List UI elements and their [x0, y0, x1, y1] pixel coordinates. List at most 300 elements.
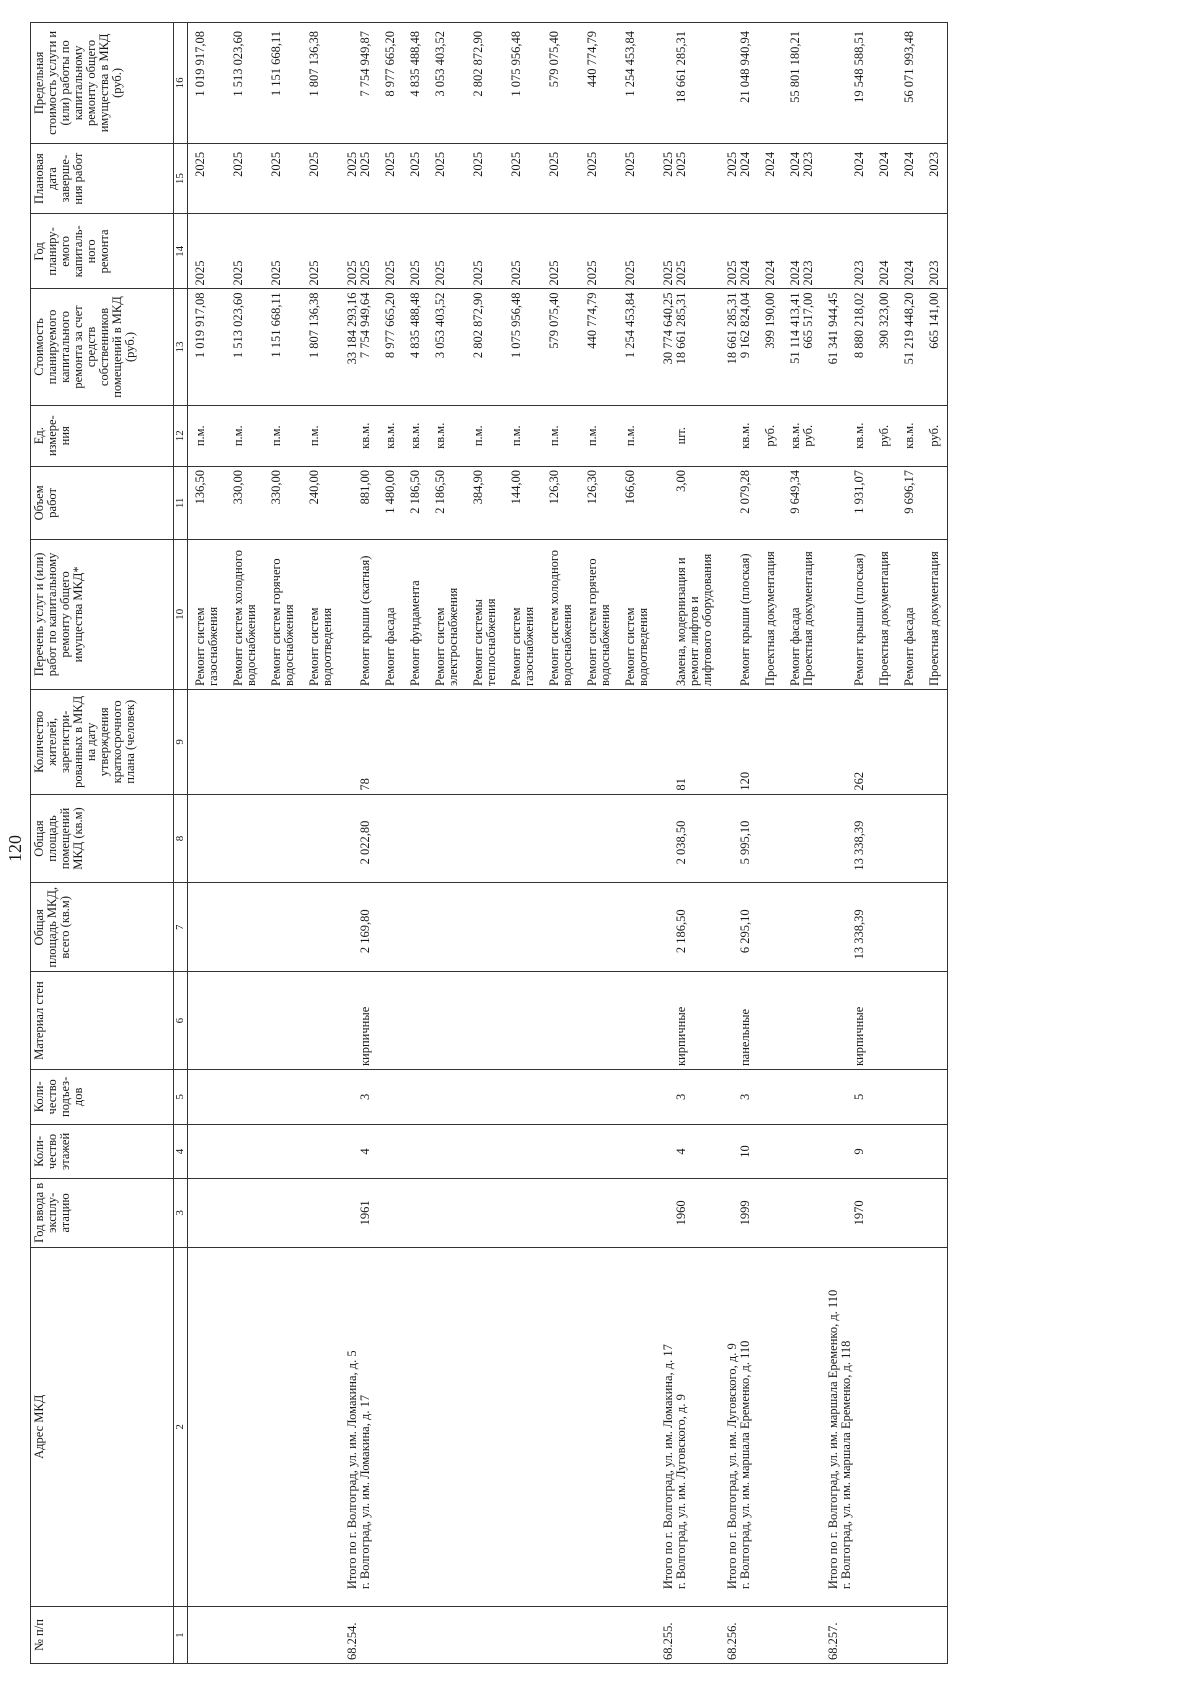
table-row [758, 23, 783, 1664]
unit-cell-text: кв.м. [738, 422, 752, 449]
cost-cell [264, 289, 302, 405]
address-cell [466, 1247, 504, 1607]
table-row [466, 23, 504, 1664]
work-type-cell-text: Ремонт крыши (скатная) [358, 555, 372, 686]
residents-cell-text: 81 [674, 778, 688, 791]
repair-year-cell [758, 214, 783, 289]
volume-cell [504, 466, 542, 539]
work-type-cell-text: Проектная документация [877, 551, 891, 686]
total-area-cell [542, 883, 580, 972]
living-area-cell-text: 13 338,39 [852, 820, 866, 871]
living-area-cell [720, 794, 758, 883]
cost-cell-text: 8 977 665,20 [383, 292, 397, 359]
year-built-cell [656, 1179, 720, 1247]
address-cell [504, 1247, 542, 1607]
repair-year-cell-text: 2025 [433, 260, 447, 286]
table-row [403, 23, 428, 1664]
floors-cell [922, 1124, 948, 1179]
table-row [872, 23, 897, 1664]
completion-year-cell [264, 143, 302, 214]
volume-cell [188, 466, 227, 539]
address-cell-text: Итого по г. Волгоград, ул. им. Ломакина, д. 5 г. Волгоград, ул. им. Ломакина, д. 17 [345, 1350, 372, 1590]
floors-cell [302, 1124, 340, 1179]
cost-cell-text: 399 190,00 [763, 292, 777, 349]
address-cell [897, 1247, 922, 1607]
cost-cell-text: 4 835 488,48 [408, 292, 422, 359]
volume-cell [378, 466, 403, 539]
table-row [542, 23, 580, 1664]
cost-limit-cell-text: 1 807 136,38 [307, 31, 321, 97]
volume-cell [580, 466, 618, 539]
entrances-cell [188, 1070, 227, 1125]
unit-cell-text: п.м. [307, 425, 321, 447]
unit-cell-text: п.м. [585, 425, 599, 447]
unit-cell-text: п.м. [231, 425, 245, 447]
entrances-cell [821, 1070, 872, 1125]
residents-cell [758, 689, 783, 794]
row-number [264, 1607, 302, 1664]
header-unit: Ед. измере-ния [31, 405, 174, 466]
repair-year-cell-text: 2024 2023 [788, 260, 815, 286]
cost-limit-cell-text: 440 774,79 [585, 31, 599, 88]
work-type-cell-text: Ремонт систем газоснабжения [193, 606, 220, 686]
year-built-cell [897, 1179, 922, 1247]
volume-cell [542, 466, 580, 539]
completion-year-cell-text: 2023 [927, 151, 941, 177]
table-row [821, 23, 872, 1664]
address-cell [821, 1247, 872, 1607]
wall-material-cell [403, 972, 428, 1070]
header-total-area: Общая площадь МКД, всего (кв.м) [31, 883, 174, 972]
volume-cell-text: 1 480,00 [383, 469, 397, 514]
completion-year-cell-text: 2025 [307, 151, 321, 177]
work-type-cell [656, 539, 720, 689]
table-row [340, 23, 378, 1664]
repair-year-cell-text: 2025 [231, 260, 245, 286]
year-built-cell [504, 1179, 542, 1247]
completion-year-cell-text: 2025 [193, 151, 207, 177]
year-built-cell [378, 1179, 403, 1247]
column-number: 14 [174, 214, 188, 289]
living-area-cell [758, 794, 783, 883]
cost-cell [403, 289, 428, 405]
living-area-cell [340, 794, 378, 883]
work-type-cell [403, 539, 428, 689]
table-row [302, 23, 340, 1664]
floors-cell [378, 1124, 403, 1179]
total-area-cell [226, 883, 264, 972]
cost-cell-text: 579 075,40 [547, 292, 561, 349]
residents-cell [821, 689, 872, 794]
unit-cell [403, 405, 428, 466]
wall-material-cell [821, 972, 872, 1070]
completion-year-cell-text: 2025 [471, 151, 485, 177]
cost-limit-cell-text: 55 801 180,21 [788, 31, 802, 103]
total-area-cell-text: 6 295,10 [738, 909, 752, 954]
residents-cell-text: 120 [738, 771, 752, 791]
cost-cell-text: 3 053 403,52 [433, 292, 447, 359]
wall-material-cell [226, 972, 264, 1070]
repair-year-cell-text: 2025 [307, 260, 321, 286]
unit-cell-text: кв.м. [852, 422, 866, 449]
total-area-cell [188, 883, 227, 972]
address-cell [656, 1247, 720, 1607]
address-cell-text: Итого по г. Волгоград, ул. им. маршала Еременко, д. 110 г. Волгоград, ул. им. маршала Еременко, д. 118 [826, 1289, 853, 1590]
repair-year-cell-text: 2024 [877, 260, 891, 286]
entrances-cell [783, 1070, 821, 1125]
floors-cell-text: 4 [674, 1148, 688, 1155]
table-row [226, 23, 264, 1664]
repair-year-cell [580, 214, 618, 289]
work-type-cell [821, 539, 872, 689]
work-type-cell-text: Ремонт системы теплоснабжения [471, 598, 498, 686]
entrances-cell [504, 1070, 542, 1125]
table-row [504, 23, 542, 1664]
total-area-cell-text: 2 186,50 [674, 909, 688, 954]
volume-cell [466, 466, 504, 539]
address-cell [922, 1247, 948, 1607]
entrances-cell [580, 1070, 618, 1125]
table-body [188, 23, 948, 1664]
completion-year-cell [188, 143, 227, 214]
floors-cell [720, 1124, 758, 1179]
completion-year-cell [542, 143, 580, 214]
completion-year-cell-text: 2025 [509, 151, 523, 177]
cost-limit-cell-text: 4 835 488,48 [408, 31, 422, 97]
cost-cell [378, 289, 403, 405]
work-type-cell [897, 539, 922, 689]
unit-cell-text: кв.м. руб. [788, 422, 815, 449]
work-type-cell [378, 539, 403, 689]
volume-cell-text: 3,00 [674, 469, 688, 492]
unit-cell [378, 405, 403, 466]
cost-cell [226, 289, 264, 405]
completion-year-cell-text: 2025 [547, 151, 561, 177]
work-type-cell-text: Ремонт фасада Проектная документация [788, 551, 815, 686]
column-number: 11 [174, 466, 188, 539]
work-type-cell-text: Ремонт крыши (плоская) [738, 553, 752, 686]
row-number-text: 68.256. [725, 1622, 739, 1660]
volume-cell [922, 466, 948, 539]
cost-limit-cell-text: 3 053 403,52 [433, 31, 447, 97]
address-cell [188, 1247, 227, 1607]
repair-year-cell [783, 214, 821, 289]
unit-cell [428, 405, 466, 466]
header-year-built: Год ввода в эксплу-атацию [31, 1179, 174, 1247]
year-built-cell-text: 1961 [358, 1200, 372, 1226]
repair-year-cell-text: 2025 [383, 260, 397, 286]
floors-cell [403, 1124, 428, 1179]
cost-limit-cell [783, 23, 821, 144]
header-floors: Коли-чество этажей [31, 1124, 174, 1179]
row-number [783, 1607, 821, 1664]
cost-cell-text: 2 802 872,90 [471, 292, 485, 359]
repair-year-cell [188, 214, 227, 289]
address-cell [618, 1247, 656, 1607]
unit-cell-text: шт. [674, 427, 688, 445]
repair-year-cell [264, 214, 302, 289]
volume-cell [720, 466, 758, 539]
entrances-cell [226, 1070, 264, 1125]
work-type-cell-text: Ремонт фасада [383, 607, 397, 686]
floors-cell [188, 1124, 227, 1179]
cost-cell [504, 289, 542, 405]
cost-limit-cell [188, 23, 227, 144]
unit-cell-text: кв.м. [383, 422, 397, 449]
cost-cell [618, 289, 656, 405]
completion-year-cell-text: 2025 [433, 151, 447, 177]
cost-limit-cell-text: 18 661 285,31 [674, 31, 688, 103]
floors-cell [656, 1124, 720, 1179]
cost-limit-cell [618, 23, 656, 144]
completion-year-cell [428, 143, 466, 214]
residents-cell [783, 689, 821, 794]
header-entrances: Коли-чество подъез-дов [31, 1070, 174, 1125]
volume-cell-text: 330,00 [269, 469, 283, 505]
entrances-cell [428, 1070, 466, 1125]
row-number-text: 68.257. [826, 1622, 840, 1660]
repair-year-cell [656, 214, 720, 289]
work-type-cell [428, 539, 466, 689]
table-row [188, 23, 227, 1664]
floors-cell-text: 9 [852, 1148, 866, 1155]
cost-limit-cell [340, 23, 378, 144]
residents-cell [542, 689, 580, 794]
completion-year-cell [872, 143, 897, 214]
table-row [618, 23, 656, 1664]
repair-year-cell [302, 214, 340, 289]
completion-year-cell [783, 143, 821, 214]
cost-cell-text: 440 774,79 [585, 292, 599, 349]
total-area-cell [264, 883, 302, 972]
cost-limit-cell [302, 23, 340, 144]
volume-cell-text: 384,90 [471, 469, 485, 505]
unit-cell [542, 405, 580, 466]
floors-cell-text: 4 [358, 1148, 372, 1155]
completion-year-cell-text: 2024 [763, 151, 777, 177]
residents-cell [428, 689, 466, 794]
completion-year-cell-text: 2025 2025 [345, 151, 372, 177]
table-row [922, 23, 948, 1664]
floors-cell [872, 1124, 897, 1179]
row-number [656, 1607, 720, 1664]
entrances-cell [618, 1070, 656, 1125]
work-type-cell-text: Проектная документация [763, 551, 777, 686]
floors-cell [466, 1124, 504, 1179]
residents-cell [618, 689, 656, 794]
residents-cell [656, 689, 720, 794]
cost-limit-cell [922, 23, 948, 144]
living-area-cell [264, 794, 302, 883]
residents-cell [226, 689, 264, 794]
row-number [758, 1607, 783, 1664]
residents-cell [466, 689, 504, 794]
floors-cell [264, 1124, 302, 1179]
year-built-cell [580, 1179, 618, 1247]
volume-cell [264, 466, 302, 539]
cost-limit-cell [821, 23, 872, 144]
floors-cell [897, 1124, 922, 1179]
address-cell-text: Итого по г. Волгоград, ул. им. Луговского, д. 9 г. Волгоград, ул. им. маршала Еременко, д. 110 [725, 1340, 752, 1590]
volume-cell [872, 466, 897, 539]
living-area-cell [618, 794, 656, 883]
cost-cell-text: 1 151 668,11 [269, 292, 283, 358]
row-number [580, 1607, 618, 1664]
unit-cell [656, 405, 720, 466]
year-built-cell [922, 1179, 948, 1247]
unit-cell-text: п.м. [471, 425, 485, 447]
table-row [897, 23, 922, 1664]
unit-cell-text: руб. [927, 424, 941, 447]
header-wall-material: Материал стен [31, 972, 174, 1070]
work-type-cell-text: Ремонт крыши (плоская) [852, 553, 866, 686]
floors-cell [618, 1124, 656, 1179]
work-type-cell-text: Ремонт систем газоснабжения [509, 606, 536, 686]
repair-year-cell-text: 2025 [509, 260, 523, 286]
residents-cell [378, 689, 403, 794]
repair-year-cell-text: 2025 [471, 260, 485, 286]
living-area-cell [580, 794, 618, 883]
entrances-cell [872, 1070, 897, 1125]
total-area-cell [580, 883, 618, 972]
completion-year-cell-text: 2025 2025 [661, 151, 688, 177]
volume-cell-text: 9 696,17 [902, 469, 916, 514]
unit-cell-text: п.м. [547, 425, 561, 447]
wall-material-cell-text: кирпичные [674, 1006, 688, 1067]
work-type-cell-text: Ремонт систем водоотведения [307, 607, 334, 686]
completion-year-cell [302, 143, 340, 214]
unit-cell-text: кв.м. [408, 422, 422, 449]
volume-cell-text: 126,30 [585, 469, 599, 505]
completion-year-cell [821, 143, 872, 214]
repair-year-cell [403, 214, 428, 289]
year-built-cell [226, 1179, 264, 1247]
volume-cell-text: 881,00 [358, 469, 372, 505]
header-completion-date: Плановая дата заверше-ния работ [31, 143, 174, 214]
entrances-cell-text: 5 [852, 1093, 866, 1100]
completion-year-cell-text: 2024 [877, 151, 891, 177]
work-type-cell [783, 539, 821, 689]
entrances-cell [758, 1070, 783, 1125]
completion-year-cell-text: 2025 [408, 151, 422, 177]
floors-cell [340, 1124, 378, 1179]
living-area-cell-text: 2 038,50 [674, 820, 688, 865]
work-type-cell-text: Проектная документация [927, 551, 941, 686]
total-area-cell [872, 883, 897, 972]
cost-limit-cell-text: 1 254 453,84 [623, 31, 637, 97]
column-number: 8 [174, 794, 188, 883]
year-built-cell-text: 1960 [674, 1200, 688, 1226]
total-area-cell-text: 2 169,80 [358, 909, 372, 954]
living-area-cell [428, 794, 466, 883]
row-number [302, 1607, 340, 1664]
total-area-cell-text: 13 338,39 [852, 909, 866, 960]
wall-material-cell [872, 972, 897, 1070]
wall-material-cell-text: панельные [738, 1008, 752, 1067]
completion-year-cell [618, 143, 656, 214]
residents-cell [720, 689, 758, 794]
repair-year-cell-text: 2024 [763, 260, 777, 286]
entrances-cell-text: 3 [738, 1093, 752, 1100]
year-built-cell [720, 1179, 758, 1247]
cost-limit-cell-text: 19 548 588,51 [852, 31, 866, 103]
completion-year-cell [656, 143, 720, 214]
unit-cell [897, 405, 922, 466]
column-number: 16 [174, 23, 188, 144]
unit-cell-text: п.м. [623, 425, 637, 447]
address-cell-text: Итого по г. Волгоград, ул. им. Ломакина, д. 17 г. Волгоград, ул. им. Луговского, д. 9 [661, 1344, 688, 1590]
living-area-cell [783, 794, 821, 883]
completion-year-cell [504, 143, 542, 214]
residents-cell-text: 262 [852, 771, 866, 791]
entrances-cell [656, 1070, 720, 1125]
wall-material-cell [580, 972, 618, 1070]
entrances-cell [542, 1070, 580, 1125]
completion-year-cell-text: 2025 [585, 151, 599, 177]
cost-limit-cell [580, 23, 618, 144]
entrances-cell [922, 1070, 948, 1125]
living-area-cell [403, 794, 428, 883]
work-type-cell [188, 539, 227, 689]
work-type-cell [542, 539, 580, 689]
volume-cell [897, 466, 922, 539]
header-living-area: Общая площадь помещений МКД (кв.м) [31, 794, 174, 883]
work-type-cell [504, 539, 542, 689]
year-built-cell [783, 1179, 821, 1247]
unit-cell [758, 405, 783, 466]
cost-limit-cell [720, 23, 758, 144]
column-number: 9 [174, 689, 188, 794]
living-area-cell [466, 794, 504, 883]
address-cell [340, 1247, 378, 1607]
entrances-cell [302, 1070, 340, 1125]
living-area-cell [226, 794, 264, 883]
work-type-cell-text: Ремонт фасада [902, 607, 916, 686]
work-type-cell [922, 539, 948, 689]
volume-cell [618, 466, 656, 539]
page-number: 120 [5, 835, 25, 862]
row-number [403, 1607, 428, 1664]
residents-cell [897, 689, 922, 794]
repair-year-cell [378, 214, 403, 289]
wall-material-cell [922, 972, 948, 1070]
cost-limit-cell-text: 21 048 940,94 [738, 31, 752, 103]
year-built-cell-text: 1970 [852, 1200, 866, 1226]
total-area-cell [618, 883, 656, 972]
row-number [340, 1607, 378, 1664]
work-type-cell [580, 539, 618, 689]
year-built-cell [618, 1179, 656, 1247]
volume-cell-text: 144,00 [509, 469, 523, 505]
repair-year-cell [922, 214, 948, 289]
repair-year-cell [340, 214, 378, 289]
volume-cell-text: 2 186,50 [408, 469, 422, 514]
work-type-cell [720, 539, 758, 689]
table-row [580, 23, 618, 1664]
cost-limit-cell-text: 2 802 872,90 [471, 31, 485, 97]
row-number [378, 1607, 403, 1664]
entrances-cell [340, 1070, 378, 1125]
volume-cell [758, 466, 783, 539]
work-type-cell-text: Ремонт систем холодного водоснабжения [231, 550, 258, 686]
completion-year-cell-text: 2024 2023 [788, 151, 815, 177]
cost-limit-cell-text: 1 151 668,11 [269, 31, 283, 97]
wall-material-cell [188, 972, 227, 1070]
cost-limit-cell [758, 23, 783, 144]
volume-cell-text: 1 931,07 [852, 469, 866, 514]
repair-year-cell-text: 2025 [193, 260, 207, 286]
year-built-cell [821, 1179, 872, 1247]
